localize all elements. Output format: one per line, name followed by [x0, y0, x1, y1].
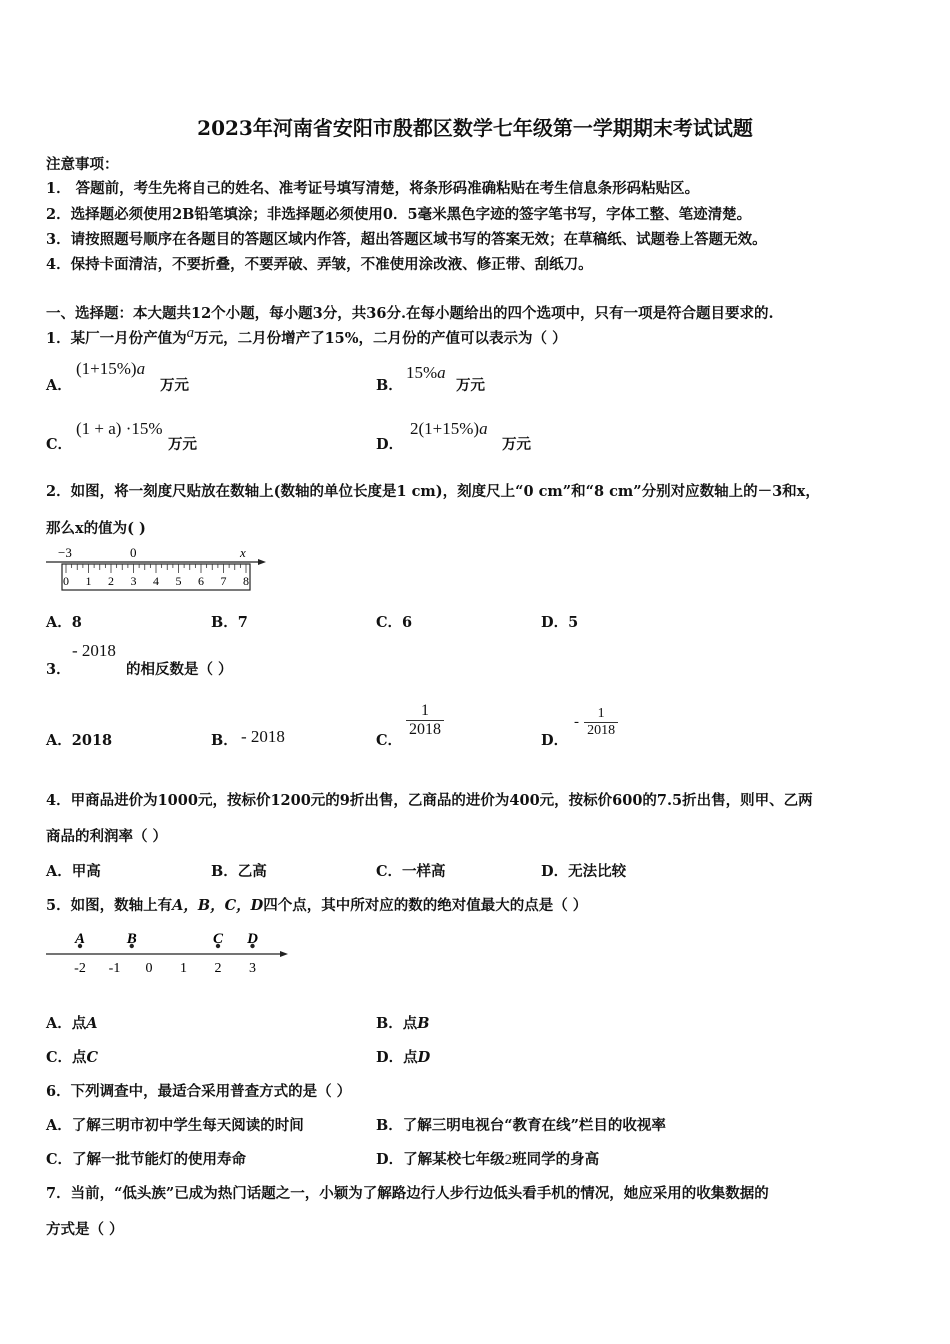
q5-ticks — [74, 961, 256, 976]
q2-top-label: −3 — [58, 545, 72, 560]
page-title: 2023年河南省安阳市殷都区数学七年级第一学期期末考试试题 — [197, 116, 753, 140]
notice-item: 4．保持卡面清洁，不要折叠，不要弄破、弄皱，不准使用涂改液、修正带、刮纸刀。 — [46, 256, 593, 273]
q2-option-b: B．7 — [211, 614, 248, 631]
q1-option-a: A． — [46, 377, 72, 394]
q6-option-b: B．了解三明电视台“教育在线”栏目的收视率 — [376, 1117, 666, 1134]
q2-stem-line1: 2．如图，将一刻度尺贴放在数轴上(数轴的单位长度是1 cm)，刻度尺上“0 cm”和“8 cm”分别对应数轴上的－3和x， — [46, 483, 820, 500]
q1-option-b-expr: 15%a — [406, 363, 446, 382]
q1-option-d: D． — [376, 436, 404, 453]
q7-stem-line1: 7．当前，“低头族”已成为热门话题之一，小颖为了解路边行人步行边低头看手机的情况，她应采用的收集数据的 — [46, 1185, 769, 1202]
notice-item: 3．请按照题号顺序在各题目的答题区域内作答，超出答题区域书写的答案无效；在草稿纸、试题卷上答题无效。 — [46, 231, 767, 248]
q4-stem-line2: 商品的利润率（ ） — [46, 828, 168, 845]
q5-stem: 5．如图，数轴上有A，B，C，D四个点，其中所对应的数的绝对值最大的点是（ ） — [46, 897, 588, 914]
q6-option-d: D．了解某校七年级2班同学的身高 — [376, 1151, 600, 1168]
q4-option-a: A．甲高 — [46, 863, 101, 880]
q2-top-label: 0 — [130, 545, 137, 560]
q1-option-b: B． — [376, 377, 403, 394]
q1-option-b-unit: 万元 — [456, 377, 485, 394]
q3-option-a: A．2018 — [46, 732, 113, 749]
q4-option-d: D．无法比较 — [541, 863, 627, 880]
q1-option-d-unit: 万元 — [502, 436, 531, 453]
q5-points — [74, 931, 258, 948]
q4-stem-line1: 4．甲商品进价为1000元，按标价1200元的9折出售，乙商品的进价为400元，按标价600的7.5折出售，则甲、乙两 — [46, 792, 813, 809]
q1-option-c-unit: 万元 — [168, 436, 197, 453]
q2-ruler-tick-label: 2 — [108, 574, 114, 588]
q1-stem: 1．某厂一月份产值为a万元，二月份增产了15%，二月份的产值可以表示为（ ） — [46, 325, 567, 347]
q2-top-label: x — [240, 545, 246, 560]
q5-tick-label: -2 — [74, 961, 86, 976]
q5-point-label: A — [74, 931, 86, 947]
q5-point-label: B — [126, 931, 137, 947]
q5-number-line-figure — [44, 926, 294, 978]
q6-stem: 6．下列调查中，最适合采用普查方式的是（ ） — [46, 1083, 352, 1100]
q5-tick-label: -1 — [108, 961, 121, 976]
q5-tick-label: 2 — [214, 961, 222, 976]
q7-stem-line2: 方式是（ ） — [46, 1221, 124, 1238]
q6-option-c: C．了解一批节能灯的使用寿命 — [46, 1151, 247, 1168]
q5-option-d: D．点D — [376, 1049, 431, 1066]
notice-item: 1． 答题前，考生先将自己的姓名、准考证号填写清楚，将条形码准确粘贴在考生信息条形码粘贴区。 — [46, 180, 700, 197]
q2-ruler-tick-label: 5 — [175, 574, 182, 588]
q5-axis-arrow — [280, 951, 288, 957]
q2-ruler-tick-label: 1 — [85, 574, 92, 588]
q3-option-d-label: D． — [541, 732, 569, 749]
notice-item: 2．选择题必须使用2B铅笔填涂；非选择题必须使用0．5毫米黑色字迹的签字笔书写，字体工整、笔迹清楚。 — [46, 206, 752, 223]
q2-ruler-tick-label: 8 — [243, 574, 249, 588]
q3-option-c-label: C． — [376, 732, 403, 749]
q2-ruler-tick-label: 0 — [63, 574, 69, 588]
q1-option-a-expr: (1+15%)a — [76, 359, 146, 378]
q2-ruler-tick-label: 3 — [130, 574, 137, 588]
notice-heading: 注意事项： — [46, 156, 119, 173]
q2-option-a: A．8 — [46, 614, 82, 631]
q3-option-c-fraction: $\frac{1}{2018}$ — [406, 702, 444, 739]
q3-option-b-expr: - 2018 — [241, 727, 285, 746]
q5-option-b: B．点B — [376, 1015, 430, 1032]
q2-option-d: D．5 — [541, 614, 579, 631]
q5-tick-label: 3 — [249, 961, 256, 976]
q2-option-c: C．6 — [376, 614, 413, 631]
q2-ruler-tick-label: 6 — [198, 574, 204, 588]
q3-expr: - 2018 — [72, 641, 116, 660]
q1-option-a-unit: 万元 — [160, 377, 189, 394]
q2-stem-line2: 那么x的值为( ) — [46, 520, 146, 537]
q3-option-d-fraction: - $\frac{1}{2018}$ — [574, 706, 618, 739]
q4-option-c: C．一样高 — [376, 863, 446, 880]
q3-option-b-label: B． — [211, 732, 238, 749]
q5-tick-label: 0 — [145, 961, 153, 976]
q2-ruler-tick-label: 7 — [220, 574, 227, 588]
q1-option-d-expr: 2(1+15%)a — [410, 419, 488, 438]
q1-option-c-expr: (1 + a) ·15% — [76, 419, 163, 438]
q5-point-label: D — [247, 931, 258, 947]
q5-option-a: A．点A — [46, 1015, 98, 1032]
q2-ruler-figure — [44, 544, 270, 594]
q2-axis-arrow — [258, 559, 266, 565]
q5-point-label: C — [212, 931, 224, 947]
q6-option-a: A．了解三明市初中学生每天阅读的时间 — [46, 1117, 304, 1134]
q1-option-c: C． — [46, 436, 73, 453]
q5-option-c: C．点C — [46, 1049, 99, 1066]
section-heading: 一、选择题：本大题共12个小题，每小题3分，共36分.在每小题给出的四个选项中，只有一项是符合题目要求的. — [46, 305, 774, 322]
q5-tick-label: 1 — [180, 961, 187, 976]
q4-option-b: B．乙高 — [211, 863, 267, 880]
q2-ruler-tick-label: 4 — [153, 574, 159, 588]
q3-stem: 的相反数是（ ） — [126, 661, 233, 678]
q3-number: 3． — [46, 661, 71, 678]
